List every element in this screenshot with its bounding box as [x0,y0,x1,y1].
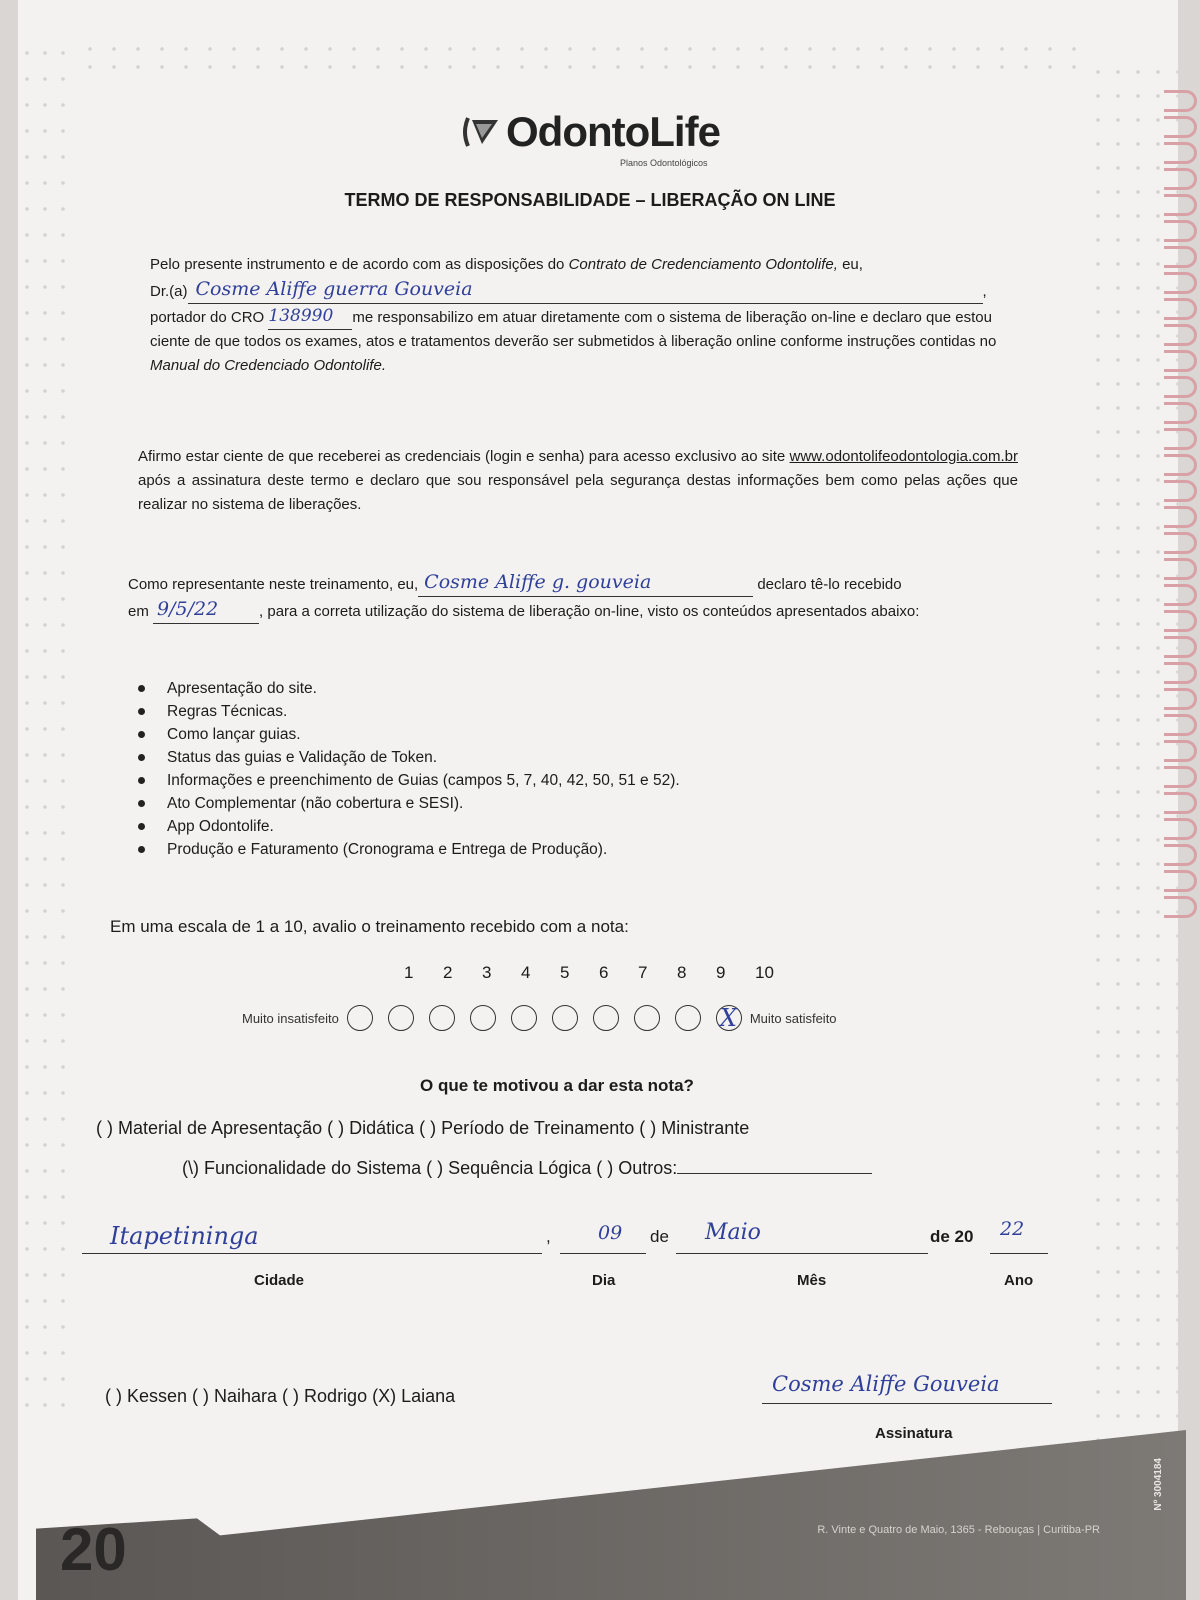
p1-text-a: Pelo presente instrumento e de acordo com as disposições do [150,256,565,273]
motivation-options-row-1[interactable]: ( ) Material de Apresentação ( ) Didática ( ) Período de Treinamento ( ) Ministrante [96,1118,750,1138]
list-item: App Odontolife. [138,815,938,838]
rating-option-6[interactable] [552,1005,578,1031]
cro-field[interactable] [268,304,352,330]
paragraph-3: Como representante neste treinamento, eu, Cosme Aliffe g. gouveia declaro tê-lo recebido em 9/5/22 , para a correta utilização do sistema de liberação on-line, visto os conteúdos apresentados abaixo: [128,570,1028,624]
rating-option-9[interactable] [675,1005,701,1031]
p1-text-b: eu, [842,256,863,273]
rating-scale [242,1005,837,1031]
signature-value: Cosme Aliffe Gouveia [772,1372,1000,1396]
representative-field[interactable] [418,570,753,597]
site-link[interactable]: www.odontolifeodontologia.com.br [789,448,1018,465]
decorative-dots-top [78,40,1078,80]
decorative-dots-left [18,40,78,1420]
representative-value: Cosme Aliffe g. gouveia [424,571,652,593]
rating-numbers: 1 2 3 4 5 6 7 8 9 10 [404,963,774,982]
caption-month: Mês [797,1272,827,1289]
rating-option-7[interactable] [593,1005,619,1031]
rating-option-1[interactable] [347,1005,373,1031]
trainer-options[interactable] [105,1386,455,1407]
notebook-spiral [1164,90,1200,730]
day-value: 09 [598,1222,623,1244]
signature-line[interactable] [762,1403,1052,1404]
footer-serial: Nº 3004184 [1153,1458,1164,1511]
p1-contract: Contrato de Credenciamento Odontolife, [568,256,838,273]
caption-day: Dia [592,1272,616,1289]
list-item: Como lançar guias. [138,723,938,746]
rating-option-4[interactable] [470,1005,496,1031]
p2-text-b: após a assinatura deste termo e declaro que sou responsável pela segurança destas informações bem como pelas ações que realizar no sistema de liberações. [138,472,1018,513]
rating-high-label: Muito satisfeito [749,1010,837,1026]
outros-field[interactable] [677,1173,872,1174]
p1-text-c: me responsabilizo em atuar diretamente com o sistema de liberação on-line e declaro que estou ciente de que todos os exames, atos e tratamentos deverão ser submetidos à liberação online conforme instruções contidas no [150,309,997,350]
list-item: Status das guias e Validação de Token. [138,746,938,769]
option-rest[interactable]: ( ) Sequência Lógica ( ) Outros: [426,1158,678,1178]
de-label-1: de [650,1227,669,1246]
paragraph-2 [138,445,1018,517]
p3-text-a: Como representante neste treinamento, eu, [128,576,419,593]
cro-value: 138990 [268,306,334,326]
rating-option-3[interactable] [429,1005,455,1031]
comma: , [546,1227,551,1246]
training-date-field[interactable] [153,597,259,624]
em-label: em [128,603,149,620]
p2-text-a: Afirmo estar ciente de que receberei as credenciais (login e senha) para acesso exclusivo ao site [138,448,786,465]
rating-question: Em uma escala de 1 a 10, avalio o treinamento recebido com a nota: [110,917,629,936]
caption-city: Cidade [254,1272,305,1289]
trainer-options-unchecked[interactable]: ( ) Kessen ( ) Naihara ( ) Rodrigo [105,1386,368,1406]
option-funcionalidade-checked[interactable]: (\) Funcionalidade do Sistema [182,1158,422,1178]
dr-field[interactable] [188,277,983,304]
document-title: TERMO DE RESPONSABILIDADE – LIBERAÇÃO ON LINE [344,190,836,210]
footer-big-number: 20 [60,1516,127,1583]
p1-manual: Manual do Credenciado Odontolife. [150,357,386,374]
city-value: Itapetininga [110,1222,259,1250]
rating-option-10-selected[interactable] [716,1005,742,1031]
list-item: Apresentação do site. [138,677,938,700]
rating-option-2[interactable] [388,1005,414,1031]
logo-name: OdontoLife [506,108,720,155]
logo-mark-icon [460,112,500,152]
day-field[interactable] [560,1253,646,1254]
motivation-options-row-2[interactable] [182,1158,872,1179]
month-value: Maio [705,1220,761,1245]
dr-label: Dr.(a) [150,283,188,300]
year-value: 22 [1000,1218,1025,1240]
training-date-value: 9/5/22 [157,598,219,620]
list-item: Regras Técnicas. [138,700,938,723]
caption-year: Ano [1004,1272,1034,1289]
paragraph-1: Pelo presente instrumento e de acordo com as disposições do Contrato de Credenciamento Odontolife, eu, Dr.(a) Cosme Aliffe guerra Gouveia , portador do CRO 138990 me responsabilizo em atuar diretamente com o sistema de liberação on-line e declaro que estou ciente de que todos os exames, atos e tratamentos deverão ser submetidos à liberação online conforme instruções contidas no Manual do Credenciado Odontolife. [150,256,997,374]
footer-address: R. Vinte e Quatro de Maio, 1365 - Rebouças | Curitiba-PR [817,1524,1100,1536]
de-label-2: de 20 [930,1227,974,1246]
p3-text-c: para a correta utilização do sistema de liberação on-line, visto os conteúdos apresentados abaixo: [267,603,920,620]
p3-text-b: declaro tê-lo recebido [757,576,902,593]
rating-low-label: Muito insatisfeito [242,1010,339,1026]
trainer-laiana-checked[interactable]: (X) Laiana [372,1386,456,1406]
cro-label: portador do CRO [150,309,265,326]
logo-subtitle: Planos Odontológicos [620,158,708,168]
year-field[interactable] [990,1253,1048,1254]
odontolife-logo [460,108,720,168]
rating-option-5[interactable] [511,1005,537,1031]
list-item: Informações e preenchimento de Guias (campos 5, 7, 40, 42, 50, 51 e 52). [138,769,938,792]
motivation-question: O que te motivou a dar esta nota? [420,1076,694,1095]
content-list [138,677,938,861]
month-field[interactable] [676,1253,928,1254]
signature-caption: Assinatura [875,1425,953,1442]
list-item: Produção e Faturamento (Cronograma e Entrega de Produção). [138,838,938,861]
dr-value: Cosme Aliffe guerra Gouveia [195,278,473,300]
rating-option-8[interactable] [634,1005,660,1031]
city-field[interactable] [82,1253,542,1254]
list-item: Ato Complementar (não cobertura e SESI). [138,792,938,815]
